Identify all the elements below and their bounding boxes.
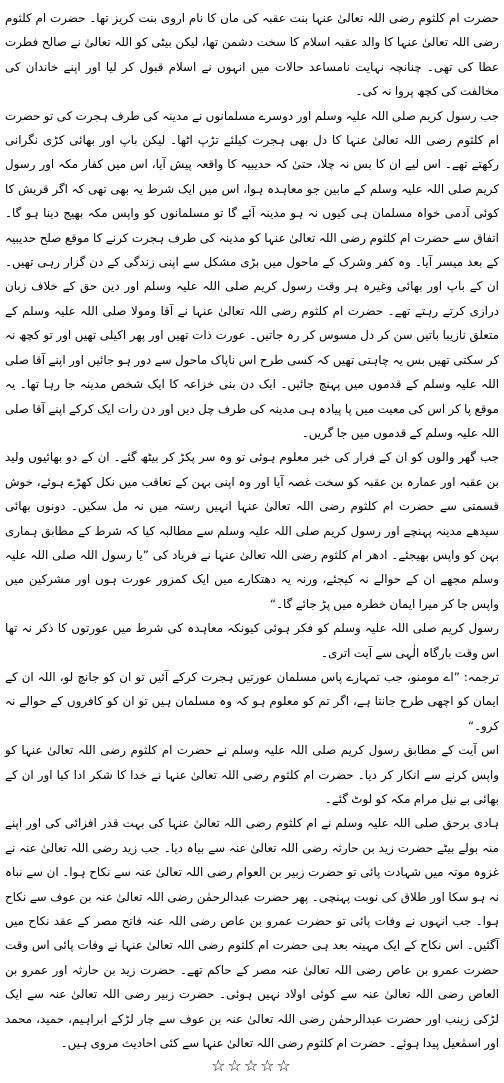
paragraph-hijrat: جب رسول کریم صلی اللہ علیہ وسلم اور دوسرے مسلمانوں نے مدینہ کی طرف ہجرت کی تو حضرت ام کلثوم رضی اللہ تعالیٰ عنہا کا دل بھی ہجرت کیلئے تڑپ اٹھا۔ لیکن باپ اور بھائی کڑی نگرانی رکھتے تھے۔ اس لیے ان کا بس نہ چلا، حتیٰ کہ حدیبیہ کا واقعہ پیش آیا، اس میں کفار مکہ اور رسول کریم صلی اللہ علیہ وسلم کے مابین جو معاہدہ ہوا، اس میں ایک شرط یہ بھی تھی کہ اگر قریش کا کوئی آدمی خواہ مسلمان ہی کیوں نہ ہو مدینہ آئے گا تو مسلمانوں کو واپس مکہ بھیج دینا ہو گا۔ اتفاق سے حضرت ام کلثوم رضی اللہ تعالیٰ عنہا کو مدینہ کی طرف ہجرت کرنے کا موقع صلح حدیبیہ کے بعد میسر آیا۔ وہ کفر وشرک کے ماحول میں بڑی مشکل سے اپنی زندگی کے دن گزار رہی تھیں۔ ان کے باپ اور بھائی وغیرہ ہر وقت رسول کریم صلی اللہ علیہ وسلم اور دین حق کے خلاف زبان درازی کرتے رہتے تھے۔ حضرت ام کلثوم رضی اللہ تعالیٰ عنہا نے آقا ومولا صلی اللہ علیہ وسلم کے متعلق نازیبا باتیں سن کر دل مسوس کر رہ جاتیں۔ عورت ذات تھیں اور پھر اکیلی تھیں اور تو کچھ نہ کر سکتی تھیں بس یہ چاہتی تھیں کہ کسی طرح اس ناپاک ماحول سے دور ہو جائیں اور اپنے آقا صلی اللہ علیہ وسلم کے قدموں میں پہنچ جائیں۔ ایک دن بنی خزاعہ کا ایک شخص مدینہ جا رہا تھا۔ یہ موقع پا کر اس کی معیت میں پا پیادہ ہی مدینہ کی طرف چل دیں اور دن رات ایک کرکے اپنے آقا صلی اللہ علیہ وسلم کے قدموں میں جا گریں۔: [5, 108, 499, 440]
paragraph-marriages: ہادی برحق صلی اللہ علیہ وسلم نے ام کلثوم رضی اللہ تعالیٰ عنہا کی بہت قدر افزائی کی اور اپنے منہ بولے بیٹے حضرت زید بن حارثہ رضی اللہ تعالیٰ عنہ سے بیاہ دیا۔ جب زید رضی اللہ تعالیٰ عنہ نے غزوہ موتہ میں شہادت پائی تو حضرت زبیر بن العوام رضی اللہ تعالیٰ عنہ سے نکاح ہوا۔ ان سے نباہ نہ ہو سکا اور طلاق کی نوبت پہنچی۔ پھر حضرت عبدالرحمٰن رضی اللہ تعالیٰ عنہ بن عوف سے نکاح ہوا۔ جب انہوں نے وفات پائی تو حضرت عمرو بن عاص رضی اللہ عنہ فاتح مصر کے عقد نکاح میں آگئیں۔ اس نکاح کے ایک مہینہ بعد ہی حضرت ام کلثوم رضی اللہ تعالیٰ عنہا نے وفات پائی اس وقت حضرت عمرو بن عاص رضی اللہ تعالیٰ عنہ مصر کے حاکم تھے۔ حضرت زید بن حارثہ اور عمرو بن العاص رضی اللہ تعالیٰ عنہ سے کوئی اولاد نہیں ہوئی۔ حضرت زبیر رضی اللہ تعالیٰ عنہ سے ایک لڑکی زینب اور حضرت عبدالرحمٰن رضی اللہ تعالیٰ عنہ بن عوف سے چار لڑکے ابراہیم، حمید، محمد اور اسمٰعیل پیدا ہوئے۔ حضرت ام کلثوم رضی اللہ تعالیٰ عنہا سے کئی احادیث مروی ہیں۔: [5, 816, 499, 1051]
paragraph-intro: حضرت ام کلثوم رضی اللہ تعالیٰ عنہا بنت عقبہ کی ماں کا نام اروی بنت کریز تھا۔ حضرت ام کلثوم رضی اللہ تعالیٰ عنہا کا والد عقبہ اسلام کا سخت دشمن تھا، لیکن بیٹی کو اللہ تعالیٰ نے صالح فطرت عطا کی تھی۔ چنانچہ نہایت نامساعد حالات میں انہوں نے اسلام قبول کر لیا اور اپنے خاندان کی مخالفت کی کچھ پروا نہ کی۔: [5, 11, 499, 99]
paragraph-translation: ترجمہ: ”اے مومنو، جب تمہارے پاس مسلمان عورتیں ہجرت کرکے آئیں تو ان کو جانچ لو، اللہ ان کے ایمان کو اچھی طرح جانتا ہے، اگر تم کو معلوم ہو کہ وہ مسلمان ہیں تو ان کو کافروں کے حوالے نہ کرو۔“: [5, 669, 499, 733]
paragraph-revelation: رسول کریم صلی اللہ علیہ وسلم کو فکر ہوئی کیونکہ معاہدہ کی شرط میں عورتوں کا ذکر نہ تھا اس وقت بارگاہ الٰہی سے آیت اتری۔: [5, 621, 499, 660]
star-separator: ☆☆☆☆☆: [211, 1056, 293, 1076]
paragraph-brothers-pursuit: جب گھر والوں کو ان کے فرار کی خبر معلوم ہوئی تو وہ سر پکڑ کر بیٹھ گئے۔ ان کے دو بھائیوں ولید بن عقبہ اور عمارہ بن عقبہ کو سخت غصہ آیا اور وہ اپنی بہن کے تعاقب میں نکل کھڑے ہوئے، خوش قسمتی سے حضرت ام کلثوم رضی اللہ تعالیٰ عنہا انہیں رستہ میں نہ مل سکیں۔ دونوں بھائی سیدھے مدینہ پہنچے اور رسول کریم صلی اللہ علیہ وسلم سے مطالبہ کیا کہ شرط کے مطابق ہماری بہن کو واپس بھیجئے۔ ادھر ام کلثوم رضی اللہ تعالیٰ عنہا نے فریاد کی ”یا رسول اللہ صلی اللہ علیہ وسلم مجھے ان کے حوالے نہ کیجئے، ورنہ یہ دھتکارے میں ایک کمزور عورت ہوں اور مشرکین میں واپس جا کر میرا ایمان خطرہ میں پڑ جائے گا۔“: [5, 450, 499, 611]
paragraph-refusal: اس آیت کے مطابق رسول کریم صلی اللہ علیہ وسلم نے حضرت ام کلثوم رضی اللہ تعالیٰ عنہا کو واپس کرنے سے انکار کر دیا۔ حضرت ام کلثوم رضی اللہ تعالیٰ عنہا نے خدا کا شکر ادا کیا اور ان کے بھائی بے نیل مرام مکہ کو لوٹ گئے۔: [5, 743, 499, 806]
